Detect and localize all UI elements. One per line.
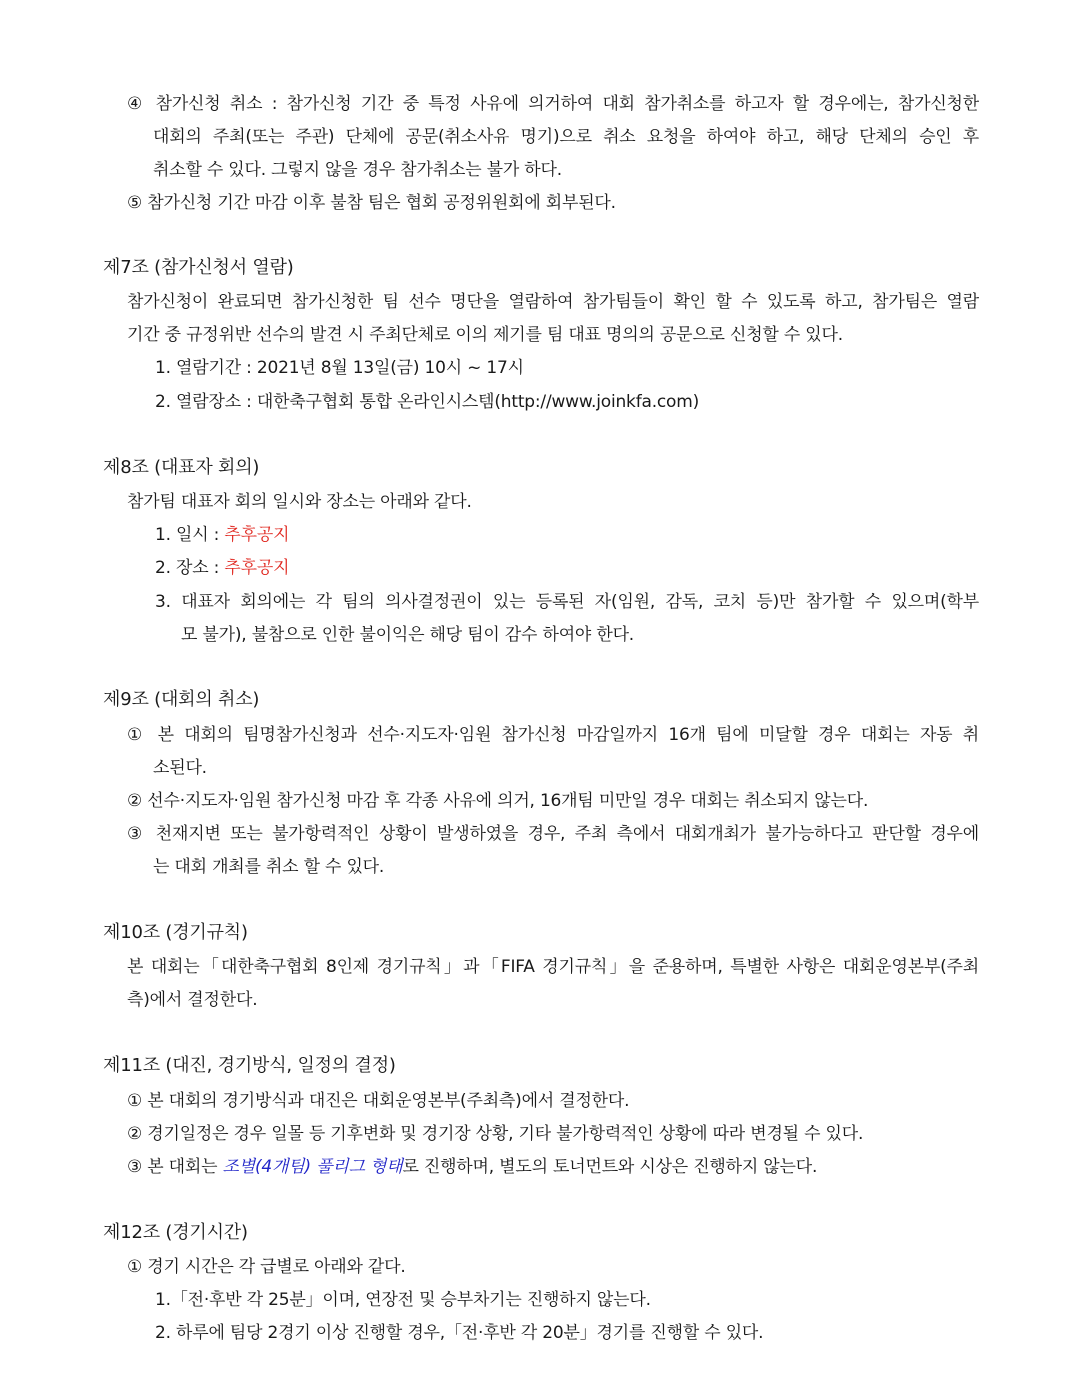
article6-item4-line1: ④ 참가신청 취소 : 참가신청 기간 중 특정 사유에 의거하여 대회 참가취소를 하고자 할 경우에는, 참가신청한	[127, 94, 979, 114]
article6-item4-line3: 취소할 수 있다. 그렇지 않을 경우 참가취소는 불가 하다.	[153, 160, 562, 180]
article8-item1	[155, 523, 289, 547]
article9-item3-line1: ③ 천재지변 또는 불가항력적인 상황이 발생하였을 경우, 주최 측에서 대회개최가 불가능하다고 판단할 경우에	[127, 824, 979, 844]
article8-item2-value: 추후공지	[224, 558, 290, 578]
article10-body-line2: 측)에서 결정한다.	[127, 990, 258, 1010]
article10-title: 제10조 (경기규칙)	[103, 922, 248, 943]
article11-item3	[127, 1155, 817, 1179]
article9-title: 제9조 (대회의 취소)	[103, 689, 260, 710]
article7-item1: 1. 열람기간 : 2021년 8월 13일(금) 10시 ~ 17시	[155, 358, 524, 378]
article8-item3-line1: 3. 대표자 회의에는 각 팀의 의사결정권이 있는 등록된 자(임원, 감독, 코치 등)만 참가할 수 있으며(학부	[155, 592, 979, 612]
article6-item4-line2: 대회의 주최(또는 주관) 단체에 공문(취소사유 명기)으로 취소 요청을 하여야 하고, 해당 단체의 승인 후	[153, 127, 979, 147]
article6-item5: ⑤ 참가신청 기간 마감 이후 불참 팀은 협회 공정위원회에 회부된다.	[127, 193, 616, 213]
article9-item1-line2: 소된다.	[153, 758, 207, 778]
article7-item2: 2. 열람장소 : 대한축구협회 통합 온라인시스템(http://www.joinkfa.com)	[155, 392, 700, 412]
article7-body-line2: 기간 중 규정위반 선수의 발견 시 주최단체로 이의 제기를 팀 대표 명의의 공문으로 신청할 수 있다.	[127, 325, 843, 345]
article8-body: 참가팀 대표자 회의 일시와 장소는 아래와 같다.	[127, 492, 472, 512]
article12-sub1: 1.「전·후반 각 25분」이며, 연장전 및 승부차기는 진행하지 않는다.	[155, 1290, 651, 1310]
article11-item3-highlight: 조별(4개팀) 풀리그 형태	[222, 1157, 403, 1177]
article8-item2	[155, 556, 289, 580]
article8-item1-label: 1. 일시 :	[155, 525, 225, 545]
article9-item3-line2: 는 대회 개최를 취소 할 수 있다.	[153, 857, 385, 877]
article9-item2: ② 선수·지도자·임원 참가신청 마감 후 각종 사유에 의거, 16개팀 미만일 경우 대회는 취소되지 않는다.	[127, 791, 869, 811]
article8-item1-value: 추후공지	[224, 525, 290, 545]
article11-item2: ② 경기일정은 경우 일몰 등 기후변화 및 경기장 상황, 기타 불가항력적인 상황에 따라 변경될 수 있다.	[127, 1124, 864, 1144]
article8-item2-label: 2. 장소 :	[155, 558, 225, 578]
article9-item1-line1: ① 본 대회의 팀명참가신청과 선수·지도자·임원 참가신청 마감일까지 16개 팀에 미달할 경우 대회는 자동 취	[127, 725, 979, 745]
article11-item3-suffix: 로 진행하며, 별도의 토너먼트와 시상은 진행하지 않는다.	[402, 1157, 818, 1177]
article12-title: 제12조 (경기시간)	[103, 1222, 248, 1243]
article11-item3-prefix: ③ 본 대회는	[127, 1157, 223, 1177]
article12-sub2: 2. 하루에 팀당 2경기 이상 진행할 경우,「전·후반 각 20분」경기를 진행할 수 있다.	[155, 1323, 764, 1343]
article11-item1: ① 본 대회의 경기방식과 대진은 대회운영본부(주최측)에서 결정한다.	[127, 1091, 630, 1111]
article8-item3-line2: 모 불가), 불참으로 인한 불이익은 해당 팀이 감수 하여야 한다.	[181, 625, 635, 645]
article12-item1: ① 경기 시간은 각 급별로 아래와 같다.	[127, 1257, 406, 1277]
article10-body-line1: 본 대회는「대한축구협회 8인제 경기규칙」과「FIFA 경기규칙」을 준용하며, 특별한 사항은 대회운영본부(주최	[127, 957, 979, 977]
article7-title: 제7조 (참가신청서 열람)	[103, 257, 294, 278]
article11-title: 제11조 (대진, 경기방식, 일정의 결정)	[103, 1055, 396, 1076]
article8-title: 제8조 (대표자 회의)	[103, 457, 260, 478]
article7-body-line1: 참가신청이 완료되면 참가신청한 팀 선수 명단을 열람하여 참가팀들이 확인 할 수 있도록 하고, 참가팀은 열람	[127, 292, 979, 312]
